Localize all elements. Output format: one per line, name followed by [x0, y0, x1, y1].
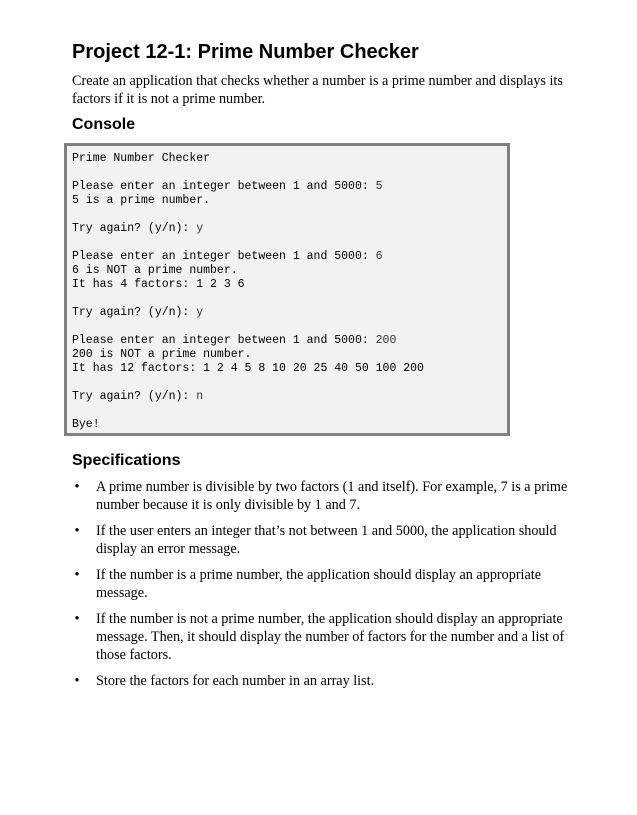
console-user-input: 5 [375, 180, 383, 193]
console-line [72, 362, 424, 375]
specifications-heading: Specifications [72, 452, 181, 469]
specification-text: Store the factors for each number in an array list. [96, 673, 375, 689]
console-line-text: Prime Number Checker [72, 152, 211, 165]
console-line [72, 390, 203, 403]
console-line-text: Try again? (y/n): [72, 390, 197, 403]
specification-text: If the number is not a prime number, the application should display an appropriate message. Then, it should display the number of factors for the number and a list of those factors. [96, 611, 565, 663]
console-user-input: y [196, 222, 204, 235]
bullet-icon: • [74, 611, 80, 627]
bullet-icon: • [74, 523, 80, 539]
console-line [72, 180, 383, 193]
bullet-icon: • [74, 479, 80, 495]
console-line-text: Try again? (y/n): [72, 306, 197, 319]
console-line [72, 348, 251, 361]
console-heading: Console [72, 116, 136, 133]
project-title: Project 12-1: Prime Number Checker [72, 41, 419, 63]
console-user-input: 200 [375, 334, 397, 347]
specification-item [72, 478, 592, 514]
console-output-box [64, 143, 510, 436]
console-user-input: y [196, 306, 204, 319]
specification-text: If the user enters an integer that’s not between 1 and 5000, the application should display an error message. [96, 523, 557, 557]
console-line [72, 194, 210, 207]
console-line [72, 334, 396, 347]
console-line-text: 6 is NOT a prime number. [72, 264, 238, 277]
console-line [72, 418, 100, 431]
console-line [72, 278, 245, 291]
console-line-text: It has 12 factors: 1 2 4 5 8 10 20 25 40 50 100 200 [72, 362, 424, 375]
console-line-text: It has 4 factors: 1 2 3 6 [72, 278, 245, 291]
console-line-text: Try again? (y/n): [72, 222, 197, 235]
console-line [72, 306, 203, 319]
console-line [72, 250, 383, 263]
console-line-text: Please enter an integer between 1 and 5000: [72, 334, 376, 347]
console-user-input: 6 [375, 250, 383, 263]
console-line [72, 152, 210, 165]
console-output [72, 152, 424, 432]
console-line [72, 264, 238, 277]
bullet-icon: • [74, 567, 80, 583]
specifications-list [72, 478, 592, 698]
console-user-input: n [196, 390, 204, 403]
project-intro: Create an application that checks whether a number is a prime number and displays its factors if it is not a prime number. [72, 73, 563, 107]
specification-text: If the number is a prime number, the application should display an appropriate message. [96, 567, 542, 601]
console-line-text: Please enter an integer between 1 and 5000: [72, 250, 376, 263]
specification-item [72, 566, 592, 602]
console-line-text: Please enter an integer between 1 and 5000: [72, 180, 376, 193]
console-line-text: 200 is NOT a prime number. [72, 348, 252, 361]
specification-item [72, 522, 592, 558]
console-line-text: 5 is a prime number. [72, 194, 211, 207]
specification-text: A prime number is divisible by two factors (1 and itself). For example, 7 is a prime number because it is only divisible by 1 and 7. [96, 479, 568, 513]
console-line-text: Bye! [72, 418, 100, 431]
bullet-icon: • [74, 673, 80, 689]
console-line [72, 222, 203, 235]
specification-item [72, 610, 592, 664]
specification-item [72, 672, 592, 690]
